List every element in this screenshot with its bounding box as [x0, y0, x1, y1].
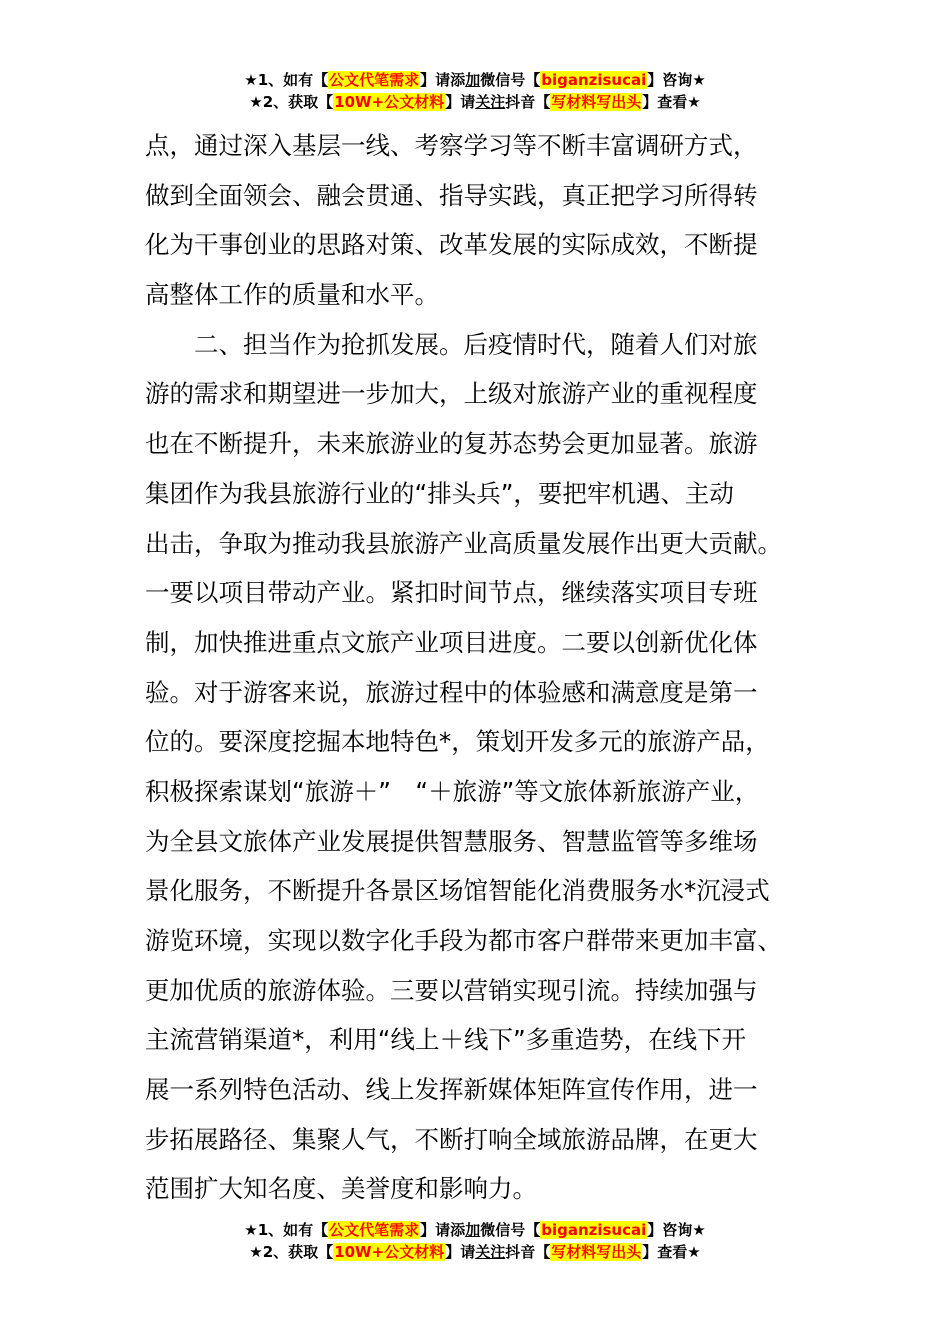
highlight-wechat-id: biganzisucai	[541, 1221, 647, 1239]
body-line: 范围扩大知名度、美誉度和影响力。	[145, 1174, 537, 1204]
promo-line-1: ★1、如有【公文代笔需求】请添加微信号【biganzisucai】咨询★	[244, 1221, 706, 1239]
body-line: 点，通过深入基层一线、考察学习等不断丰富调研方式，	[145, 131, 758, 160]
promo-line-2: ★2、获取【10W+公文材料】请关注抖音【写材料写出头】查看★	[249, 93, 701, 111]
body-line: 化为干事创业的思路对策、改革发展的实际成效，不断提	[145, 230, 758, 260]
section-heading-line: 二、担当作为抢抓发展。后疫情时代，随着人们对旅	[145, 329, 758, 359]
body-line: 做到全面领会、融会贯通、指导实践，真正把学习所得转	[145, 180, 758, 210]
highlight-writing-service: 公文代笔需求	[329, 71, 420, 89]
body-line: 游的需求和期望进一步加大，上级对旅游产业的重视程度	[145, 379, 758, 409]
highlight-materials: 10W+公文材料	[334, 1243, 445, 1261]
promo-line-1: ★1、如有【公文代笔需求】请添加微信号【biganzisucai】咨询★	[244, 71, 706, 89]
document-body	[145, 121, 810, 1214]
body-line: 验。对于游客来说，旅游过程中的体验感和满意度是第一	[145, 677, 758, 707]
body-line: 景化服务，不断提升各景区场馆智能化消费服务水*沉浸式	[145, 876, 770, 906]
highlight-douyin-account: 写材料写出头	[551, 1243, 642, 1261]
body-line: 位的。要深度挖掘本地特色*，策划开发多元的旅游产品，	[145, 727, 770, 757]
body-line: 展一系列特色活动、线上发挥新媒体矩阵宣传作用，进一	[145, 1075, 758, 1105]
body-line: 集团作为我县旅游行业的“排头兵”，要把牢机遇、主动	[145, 478, 734, 508]
promo-line-2: ★2、获取【10W+公文材料】请关注抖音【写材料写出头】查看★	[249, 1243, 701, 1261]
body-line: 游览环境，实现以数字化手段为都市客户群带来更加丰富、	[145, 926, 782, 955]
highlight-materials: 10W+公文材料	[334, 93, 445, 111]
highlight-wechat-id: biganzisucai	[541, 71, 647, 89]
body-line: 一要以项目带动产业。紧扣时间节点，继续落实项目专班	[145, 578, 758, 608]
body-line: 更加优质的旅游体验。三要以营销实现引流。持续加强与	[145, 975, 758, 1005]
body-line: 出击，争取为推动我县旅游产业高质量发展作出更大贡献。	[145, 528, 782, 558]
body-line: 高整体工作的质量和水平。	[145, 280, 439, 310]
highlight-writing-service: 公文代笔需求	[329, 1221, 420, 1239]
body-line: 主流营销渠道*，利用“线上＋线下”多重造势，在线下开	[145, 1025, 747, 1055]
body-line: 步拓展路径、集聚人气，不断打响全域旅游品牌，在更大	[145, 1124, 758, 1154]
body-line: 制，加快推进重点文旅产业项目进度。二要以创新优化体	[145, 627, 758, 657]
body-line: 积极探索谋划“旅游＋” “＋旅游”等文旅体新旅游产业，	[145, 776, 760, 806]
footer-promo-banner	[0, 1219, 950, 1263]
header-promo-banner	[0, 69, 950, 113]
body-line: 为全县文旅体产业发展提供智慧服务、智慧监管等多维场	[145, 826, 758, 856]
highlight-douyin-account: 写材料写出头	[551, 93, 642, 111]
body-line: 也在不断提升，未来旅游业的复苏态势会更加显著。旅游	[145, 429, 758, 459]
